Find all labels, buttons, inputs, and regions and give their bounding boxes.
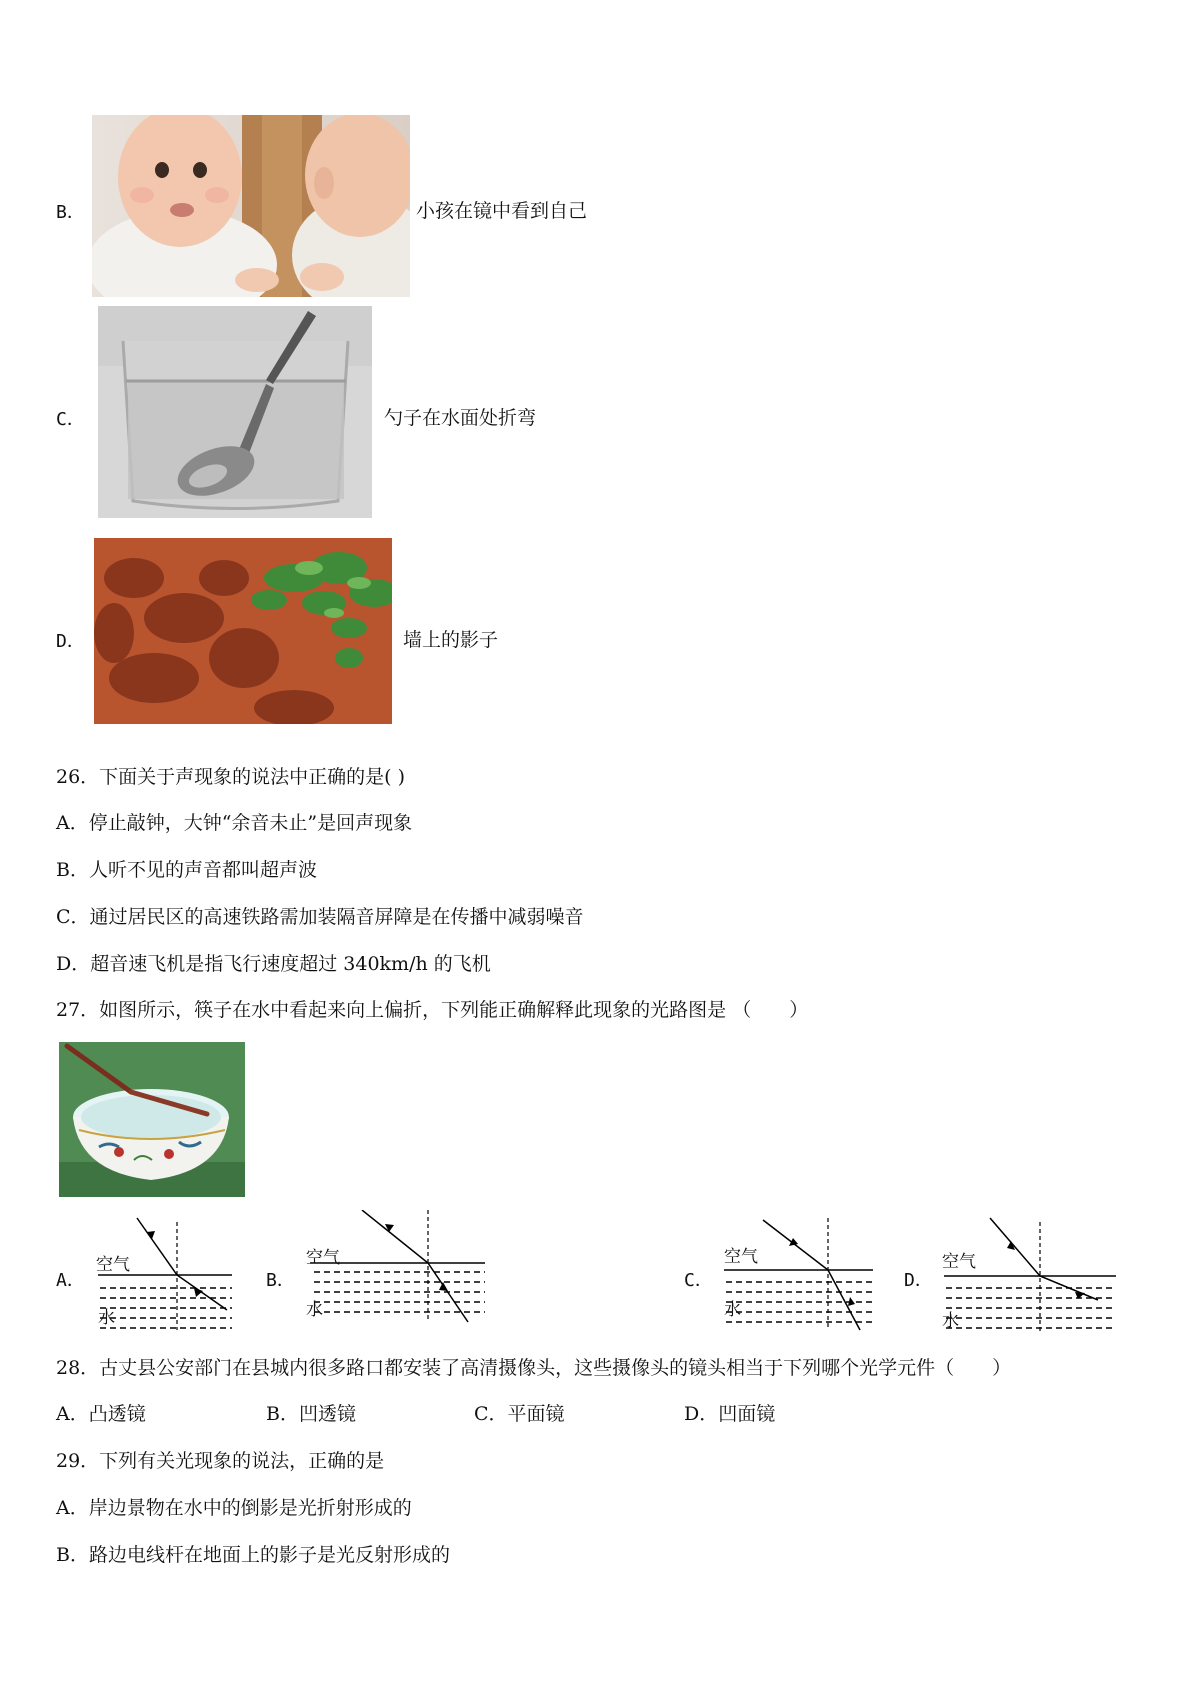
chopsticks-bowl-photo xyxy=(59,1042,245,1197)
q26-option-c: C．通过居民区的高速铁路需加装隔音屏障是在传播中减弱噪音 xyxy=(56,906,584,928)
diagram-d[interactable] xyxy=(940,1212,1120,1337)
question-29-stem: 29．下列有关光现象的说法，正确的是 xyxy=(56,1450,385,1472)
question-26-stem: 26．下面关于声现象的说法中正确的是( ) xyxy=(56,766,406,788)
q26-option-b: B．人听不见的声音都叫超声波 xyxy=(56,859,317,881)
question-27-stem: 27．如图所示，筷子在水中看起来向上偏折，下列能正确解释此现象的光路图是 （ ） xyxy=(56,999,809,1021)
q28-option-c: C．平面镜 xyxy=(474,1403,565,1425)
option-caption: 小孩在镜中看到自己 xyxy=(416,200,588,222)
q26-option-d: D．超音速飞机是指飞行速度超过 340km/h 的飞机 xyxy=(56,953,491,975)
q28-option-b: B．凹透镜 xyxy=(266,1403,356,1425)
q28-option-d: D．凹面镜 xyxy=(684,1403,776,1425)
question-28-stem: 28．古丈县公安部门在县城内很多路口都安装了高清摄像头，这些摄像头的镜头相当于下列哪个光学元件（ ） xyxy=(56,1357,1012,1379)
diagram-c[interactable] xyxy=(718,1218,878,1333)
option-caption: 墙上的影子 xyxy=(403,629,499,651)
air-label: 空气 xyxy=(724,1247,758,1267)
wall-shadow-photo xyxy=(94,538,392,724)
option-letter: D． xyxy=(56,631,85,652)
q29-option-b: B．路边电线杆在地面上的影子是光反射形成的 xyxy=(56,1544,450,1566)
diagram-letter: C． xyxy=(684,1270,713,1291)
air-label: 空气 xyxy=(306,1248,340,1268)
water-label: 水 xyxy=(942,1311,959,1331)
water-label: 水 xyxy=(306,1300,323,1320)
air-label: 空气 xyxy=(942,1252,976,1272)
spoon-in-water-photo xyxy=(98,306,372,518)
water-label: 水 xyxy=(724,1300,741,1320)
air-label: 空气 xyxy=(96,1255,130,1275)
diagram-letter: D． xyxy=(904,1270,933,1291)
baby-mirror-photo xyxy=(92,115,410,297)
option-letter: B． xyxy=(56,202,85,223)
option-letter: C． xyxy=(56,409,85,430)
q26-option-a: A．停止敲钟，大钟“余音未止”是回声现象 xyxy=(56,812,413,834)
diagram-letter: B． xyxy=(266,1270,295,1291)
water-label: 水 xyxy=(98,1308,115,1328)
option-caption: 勺子在水面处折弯 xyxy=(384,407,537,429)
q28-option-a: A．凸透镜 xyxy=(56,1403,146,1425)
diagram-letter: A． xyxy=(56,1270,85,1291)
q29-option-a: A．岸边景物在水中的倒影是光折射形成的 xyxy=(56,1497,412,1519)
diagram-b[interactable] xyxy=(300,1210,490,1330)
